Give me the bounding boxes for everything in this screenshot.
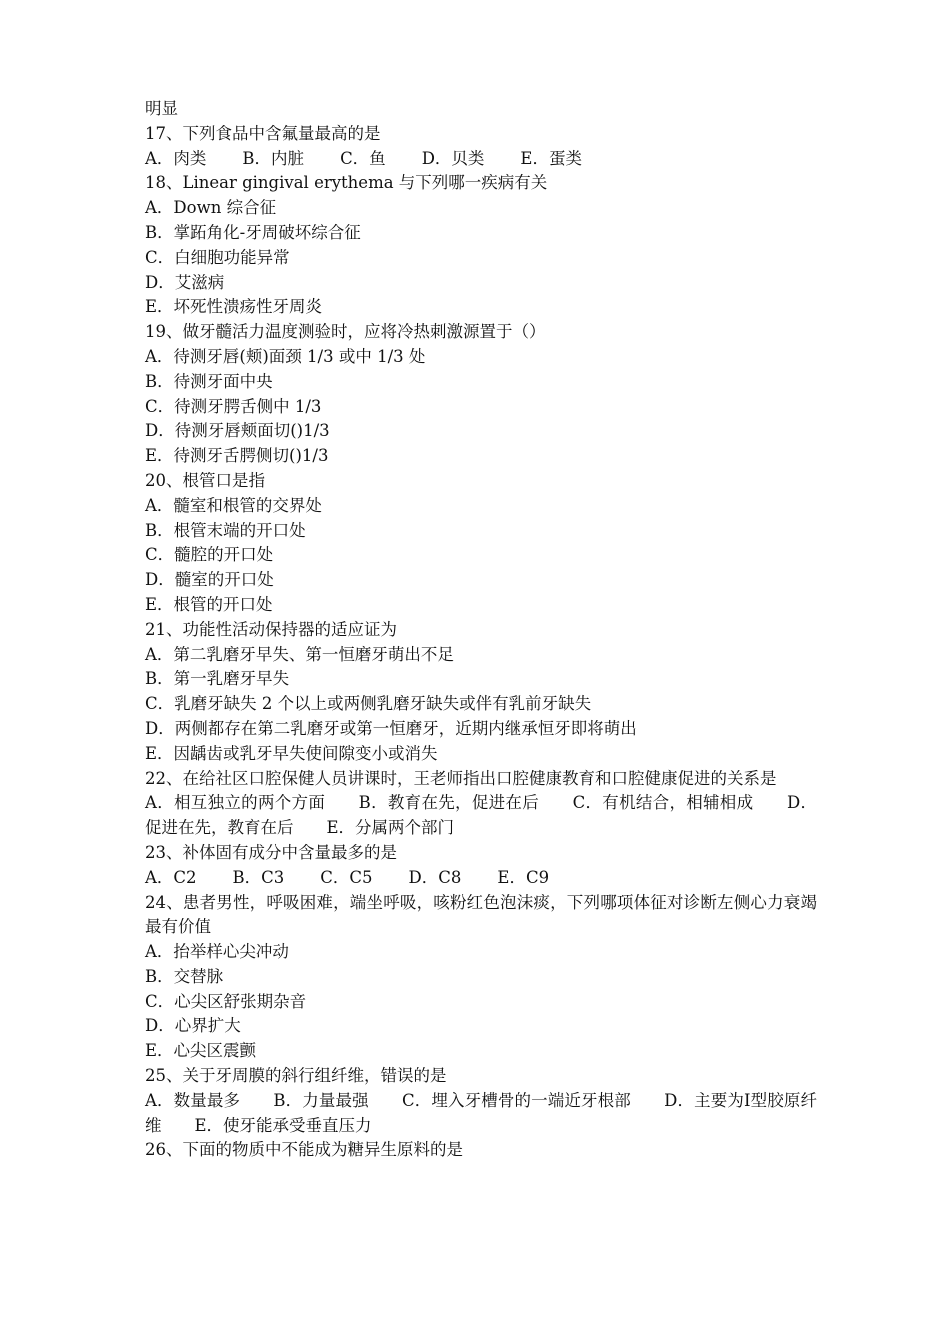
document-page (145, 97, 817, 1163)
option-a: A．C2 (145, 867, 197, 887)
option-a: A．肉类 (145, 148, 207, 168)
option-e: E．蛋类 (520, 148, 582, 168)
option-e: E．根管的开口处 (145, 594, 273, 614)
option-e: E．待测牙舌腭侧切()1/3 (145, 446, 329, 466)
question-24-stem: 24、患者男性，呼吸困难，端坐呼吸，咳粉红色泡沫痰，下列哪项体征对诊断左侧心力衰竭最有价值 (145, 892, 817, 937)
option-b: B．交替脉 (145, 966, 224, 986)
option-d: D．C8 (408, 867, 462, 887)
option-a: A．Down 综合征 (145, 198, 277, 218)
option-c: C．乳磨牙缺失 2 个以上或两侧乳磨牙缺失或伴有乳前牙缺失 (145, 694, 592, 714)
question-23-options (145, 866, 817, 891)
option-a: A．髓室和根管的交界处 (145, 495, 322, 515)
option-d: D．艾滋病 (145, 272, 225, 292)
question-17-options (145, 147, 817, 172)
option-e: E．心尖区震颤 (145, 1041, 257, 1061)
option-d: D．髓室的开口处 (145, 570, 274, 590)
option-c: C．待测牙腭舌侧中 1/3 (145, 396, 322, 416)
question-25-options: A．数量最多 B．力量最强 C．埋入牙槽骨的一端近牙根部 D．主要为Ⅰ型胶原纤维 E．使牙能承受垂直压力 (145, 1090, 817, 1135)
option-a: A．抬举样心尖冲动 (145, 942, 289, 962)
option-c: C．鱼 (340, 148, 386, 168)
option-e: E．C9 (497, 867, 550, 887)
question-20-stem: 20、根管口是指 (145, 470, 265, 490)
option-d: D．两侧都存在第二乳磨牙或第一恒磨牙，近期内继承恒牙即将萌出 (145, 718, 637, 738)
option-d: D．待测牙唇颊面切()1/3 (145, 421, 330, 441)
option-d: D．心界扩大 (145, 1016, 241, 1036)
option-c: C．心尖区舒张期杂音 (145, 991, 307, 1011)
question-22-stem: 22、在给社区口腔保健人员讲课时，王老师指出口腔健康教育和口腔健康促进的关系是 (145, 768, 777, 788)
option-d: D．贝类 (421, 148, 485, 168)
option-c: C．髓腔的开口处 (145, 545, 274, 565)
option-a: A．待测牙唇(颊)面颈 1/3 或中 1/3 处 (145, 346, 426, 366)
option-a: A．第二乳磨牙早失、第一恒磨牙萌出不足 (145, 644, 454, 664)
question-21-stem: 21、功能性活动保持器的适应证为 (145, 619, 397, 639)
option-b: B．待测牙面中央 (145, 371, 273, 391)
option-b: B．C3 (232, 867, 285, 887)
question-22-options: A．相互独立的两个方面 B．教育在先，促进在后 C．有机结合，相辅相成 D．促进在先，教育在后 E．分属两个部门 (145, 793, 817, 838)
option-b: B．内脏 (242, 148, 305, 168)
continuation-text: 明显 (145, 99, 178, 118)
question-23-stem: 23、补体固有成分中含量最多的是 (145, 842, 397, 862)
question-25-stem: 25、关于牙周膜的斜行组纤维，错误的是 (145, 1066, 447, 1086)
question-17-stem: 17、下列食品中含氟量最高的是 (145, 123, 381, 143)
option-e: E．因龋齿或乳牙早失使间隙变小或消失 (145, 743, 438, 763)
option-e: E．坏死性溃疡性牙周炎 (145, 297, 323, 317)
option-c: C．C5 (320, 867, 373, 887)
option-b: B．掌跖角化-牙周破坏综合征 (145, 222, 361, 242)
option-b: B．根管末端的开口处 (145, 520, 306, 540)
option-c: C．白细胞功能异常 (145, 247, 290, 267)
question-19-stem: 19、做牙髓活力温度测验时，应将冷热刺激源置于（） (145, 322, 546, 342)
option-b: B．第一乳磨牙早失 (145, 669, 290, 689)
question-18-stem: 18、Linear gingival erythema 与下列哪一疾病有关 (145, 173, 548, 193)
question-26-stem: 26、下面的物质中不能成为糖异生原料的是 (145, 1140, 463, 1160)
